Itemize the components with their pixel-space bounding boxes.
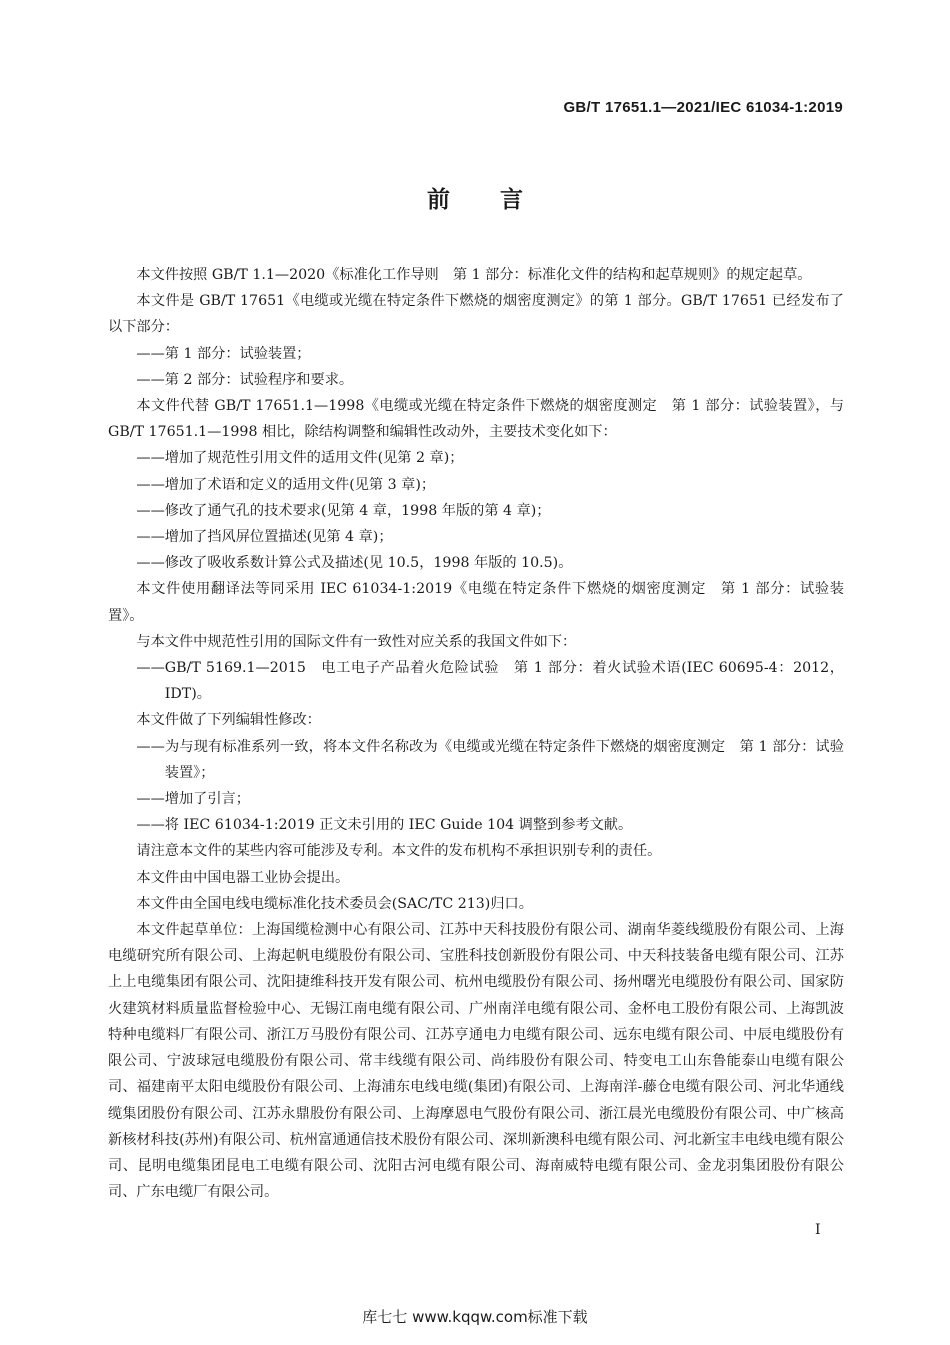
document-body (108, 262, 844, 1205)
paragraph-editorial-changes: 本文件做了下列编辑性修改： (136, 712, 321, 729)
list-item: ——将 IEC 61034-1:2019 正文未引用的 IEC Guide 104 调整到参考文献。 (136, 817, 633, 834)
standard-number-header: GB/T 17651.1—2021/IEC 61034-1:2019 (563, 99, 843, 116)
list-item: ——增加了挡风屏位置描述(见第 4 章)； (136, 529, 393, 546)
paragraph-series-intro: 本文件是 GB/T 17651《电缆或光缆在特定条件下燃烧的烟密度测定》的第 1 部分。GB/T 17651 已经发布了以下部分： (108, 293, 844, 336)
paragraph-proposer: 本文件由中国电器工业协会提出。 (136, 869, 350, 886)
list-item: ——为与现有标准系列一致，将本文件名称改为《电缆或光缆在特定条件下燃烧的烟密度测定 第 1 部分：试验装置》； (136, 738, 844, 781)
list-item: ——GB/T 5169.1—2015 电工电子产品着火危险试验 第 1 部分：着火试验术语(IEC 60695-4：2012，IDT)。 (136, 660, 844, 703)
page-number: I (815, 1222, 821, 1238)
list-item: ——增加了术语和定义的适用文件(见第 3 章)； (136, 476, 436, 493)
list-item: ——增加了引言； (136, 791, 250, 808)
list-item: ——第 2 部分：试验程序和要求。 (136, 371, 354, 388)
page-title: 前言 (427, 187, 573, 213)
paragraph-drafting-rules: 本文件按照 GB/T 1.1—2020《标准化工作导则 第 1 部分：标准化文件的结构和起草规则》的规定起草。 (136, 267, 812, 283)
paragraph-patent-notice: 请注意本文件的某些内容可能涉及专利。本文件的发布机构不承担识别专利的责任。 (136, 843, 662, 860)
paragraph-drafting-units: 本文件起草单位：上海国缆检测中心有限公司、江苏中天科技股份有限公司、湖南华菱线缆股份有限公司、上海电缆研究所有限公司、上海起帆电缆股份有限公司、宝胜科技创新股份有限公司、中天科技装备电缆有限公司、江苏上上电缆集团有限公司、沈阳捷维科技开发有限公司、杭州电缆股份有限公司、扬州曙光电缆股份有限公司、国家防火建筑材料质量监督检验中心、无锡江南电缆有限公司、广州南洋电缆有限公司、金杯电工股份有限公司、上海凯波特种电缆料厂有限公司、浙江万马股份有限公司、江苏亨通电力电缆有限公司、远东电缆有限公司、中辰电缆股份有限公司、宁波球冠电缆股份有限公司、常丰线缆有限公司、尚纬股份有限公司、特变电工山东鲁能泰山电缆有限公司、福建南平太阳电缆股份有限公司、上海浦东电线电缆(集团)有限公司、上海南洋-藤仓电缆有限公司、河北华通线缆集团股份有限公司、江苏永鼎股份有限公司、上海摩恩电气股份有限公司、浙江晨光电缆股份有限公司、中广核高新核材科技(苏州)有限公司、杭州富通通信技术股份有限公司、深圳新澳科电缆有限公司、河北新宝丰电线电缆有限公司、昆明电缆集团昆电工电缆有限公司、沈阳古河电缆有限公司、海南威特电缆有限公司、金龙羽集团股份有限公司、广东电缆厂有限公司。 (108, 922, 844, 1201)
paragraph-replaces: 本文件代替 GB/T 17651.1—1998《电缆或光缆在特定条件下燃烧的烟密度测定 第 1 部分：试验装置》，与 GB/T 17651.1—1998 相比，除结构调整和编辑性改动外，主要技术变化如下： (108, 398, 844, 441)
list-item: ——第 1 部分：试验装置； (136, 345, 311, 362)
paragraph-correspondence: 与本文件中规范性引用的国际文件有一致性对应关系的我国文件如下： (136, 633, 577, 650)
list-item: ——修改了吸收系数计算公式及描述(见 10.5，1998 年版的 10.5)。 (136, 555, 573, 572)
footer-watermark: 库七七 www.kqqw.com标准下载 (362, 1308, 588, 1326)
paragraph-committee: 本文件由全国电线电缆标准化技术委员会(SAC/TC 213)归口。 (136, 895, 533, 912)
list-item: ——修改了通气孔的技术要求(见第 4 章，1998 年版的第 4 章)； (136, 502, 551, 519)
list-item: ——增加了规范性引用文件的适用文件(见第 2 章)； (136, 450, 464, 467)
paragraph-adoption: 本文件使用翻译法等同采用 IEC 61034-1:2019《电缆在特定条件下燃烧的烟密度测定 第 1 部分：试验装置》。 (108, 581, 844, 624)
